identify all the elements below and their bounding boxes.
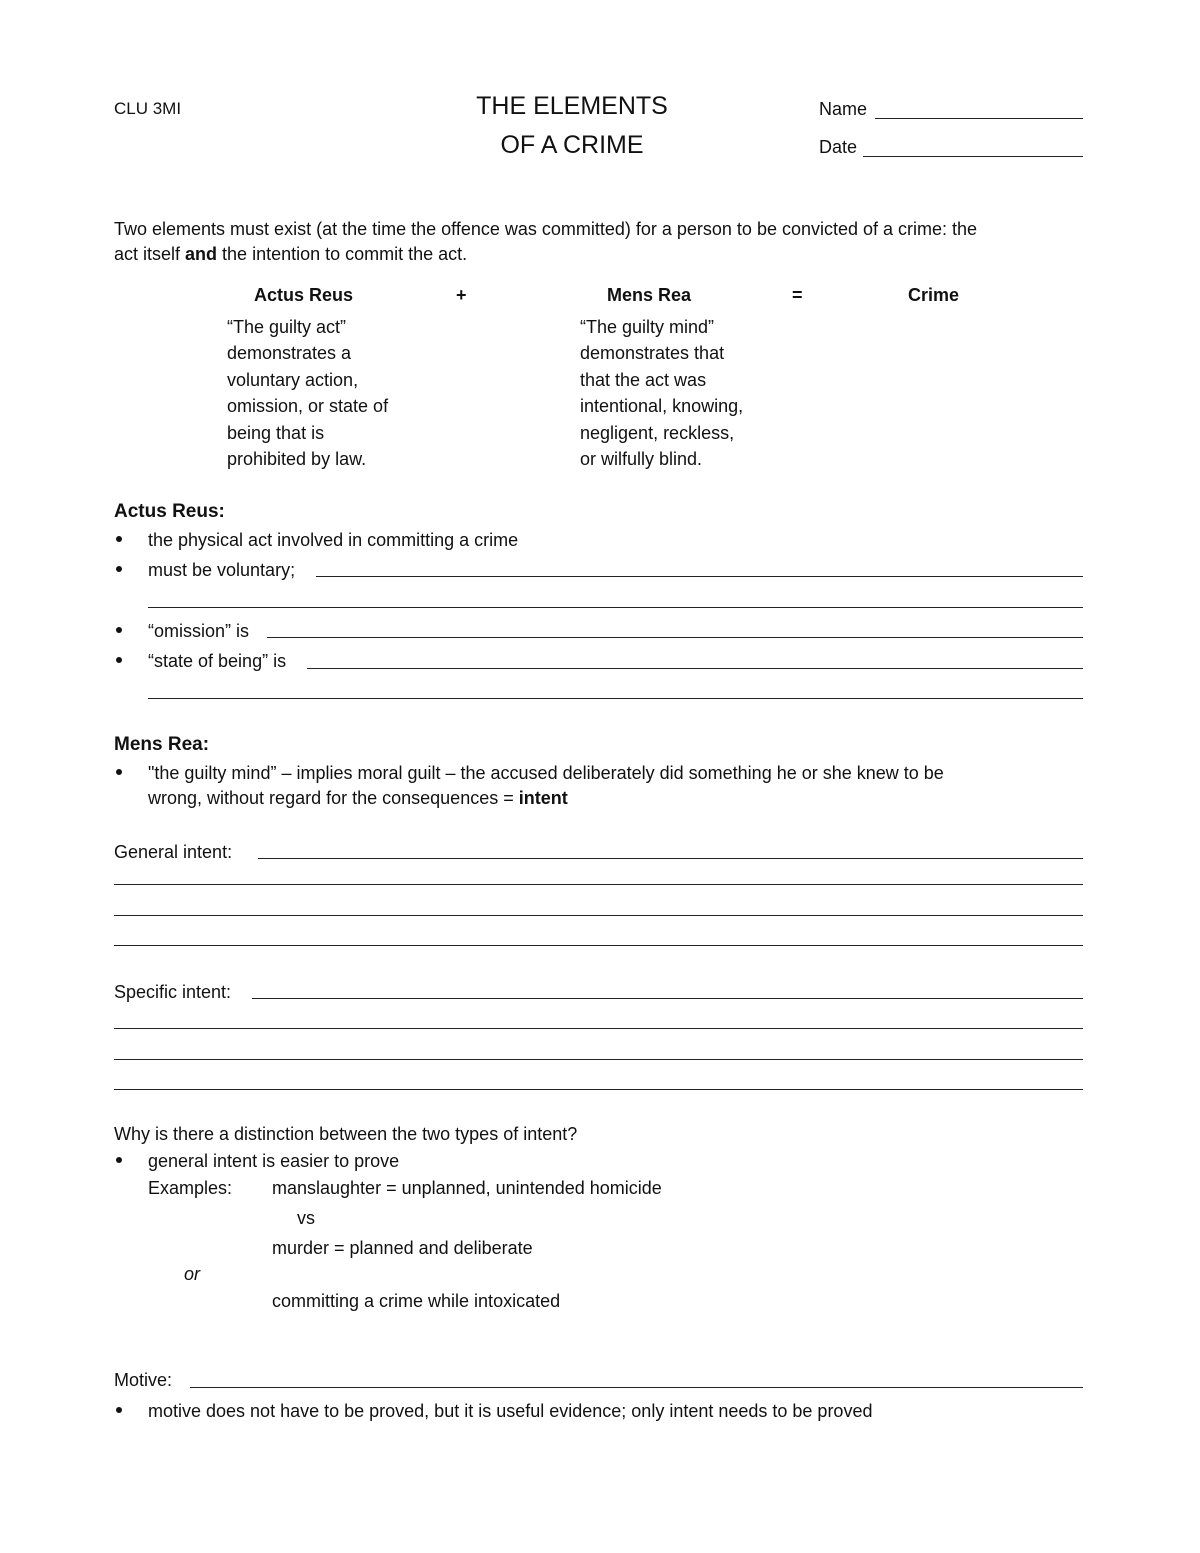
specific-intent-line-1[interactable]: [252, 998, 1083, 999]
motive-label: Motive:: [114, 1370, 173, 1390]
voluntary-answer-line-1[interactable]: [316, 576, 1083, 577]
course-code: CLU 3MI: [114, 99, 182, 118]
bullet-icon: [116, 769, 122, 775]
actus-reus-heading: Actus Reus: [254, 285, 354, 305]
equals-sign: =: [792, 285, 803, 305]
example-manslaughter: manslaughter = unplanned, unintended homicide: [272, 1178, 662, 1198]
date-label: Date: [819, 137, 858, 157]
example-or: or: [184, 1264, 201, 1284]
intro-line-1: Two elements must exist (at the time the offence was committed) for a person to be convicted of a crime: the: [114, 219, 978, 239]
actus-bullet-4: “state of being” is: [148, 651, 287, 671]
specific-intent-label: Specific intent:: [114, 982, 232, 1002]
date-field[interactable]: [863, 156, 1083, 157]
title-line-1: THE ELEMENTS: [476, 92, 668, 120]
state-of-being-answer-line-1[interactable]: [307, 668, 1083, 669]
examples-label: Examples:: [148, 1178, 233, 1198]
general-intent-line-3[interactable]: [114, 915, 1083, 916]
bullet-icon: [116, 1157, 122, 1163]
general-intent-line-1[interactable]: [258, 858, 1083, 859]
general-intent-line-4[interactable]: [114, 945, 1083, 946]
voluntary-answer-line-2[interactable]: [148, 607, 1083, 608]
mens-bullet-line-1: "the guilty mind” – implies moral guilt – the accused deliberately did something he or she knew to be: [148, 763, 944, 783]
actus-bullet-2: must be voluntary;: [148, 560, 296, 580]
motive-answer-line[interactable]: [190, 1387, 1083, 1388]
mens-rea-section-heading: Mens Rea:: [114, 734, 210, 755]
distinction-question: Why is there a distinction between the two types of intent?: [114, 1124, 578, 1144]
mens-bullet-line-2: wrong, without regard for the consequences = intent: [148, 788, 568, 808]
example-murder: murder = planned and deliberate: [272, 1238, 533, 1258]
mens-rea-heading: Mens Rea: [607, 285, 692, 305]
bullet-icon: [116, 536, 122, 542]
state-of-being-answer-line-2[interactable]: [148, 698, 1083, 699]
general-intent-label: General intent:: [114, 842, 233, 862]
crime-heading: Crime: [908, 285, 960, 305]
specific-intent-line-4[interactable]: [114, 1089, 1083, 1090]
actus-bullet-1: the physical act involved in committing a crime: [148, 530, 519, 550]
actus-reus-section-heading: Actus Reus:: [114, 501, 225, 522]
title-line-2: OF A CRIME: [500, 131, 644, 159]
specific-intent-line-2[interactable]: [114, 1028, 1083, 1029]
mens-rea-description: “The guilty mind” demonstrates that that the act was intentional, knowing, negligent, reckless, or wilfully blind.: [580, 317, 744, 470]
example-intoxicated: committing a crime while intoxicated: [272, 1291, 561, 1311]
actus-bullet-3: “omission” is: [148, 621, 250, 641]
name-label: Name: [819, 99, 868, 119]
bullet-icon: [116, 657, 122, 663]
intro-line-2: act itself and the intention to commit the act.: [114, 244, 468, 264]
actus-reus-description: “The guilty act” demonstrates a voluntary action, omission, or state of being that is prohibited by law.: [227, 317, 389, 470]
bullet-icon: [116, 627, 122, 633]
name-field[interactable]: [875, 118, 1083, 119]
specific-intent-line-3[interactable]: [114, 1059, 1083, 1060]
example-vs: vs: [297, 1208, 315, 1228]
bullet-icon: [116, 1407, 122, 1413]
omission-answer-line[interactable]: [267, 637, 1083, 638]
distinction-bullet: general intent is easier to prove: [148, 1151, 400, 1171]
motive-bullet: motive does not have to be proved, but it is useful evidence; only intent needs to be proved: [148, 1401, 873, 1421]
general-intent-line-2[interactable]: [114, 884, 1083, 885]
bullet-icon: [116, 566, 122, 572]
plus-sign: +: [456, 285, 467, 305]
